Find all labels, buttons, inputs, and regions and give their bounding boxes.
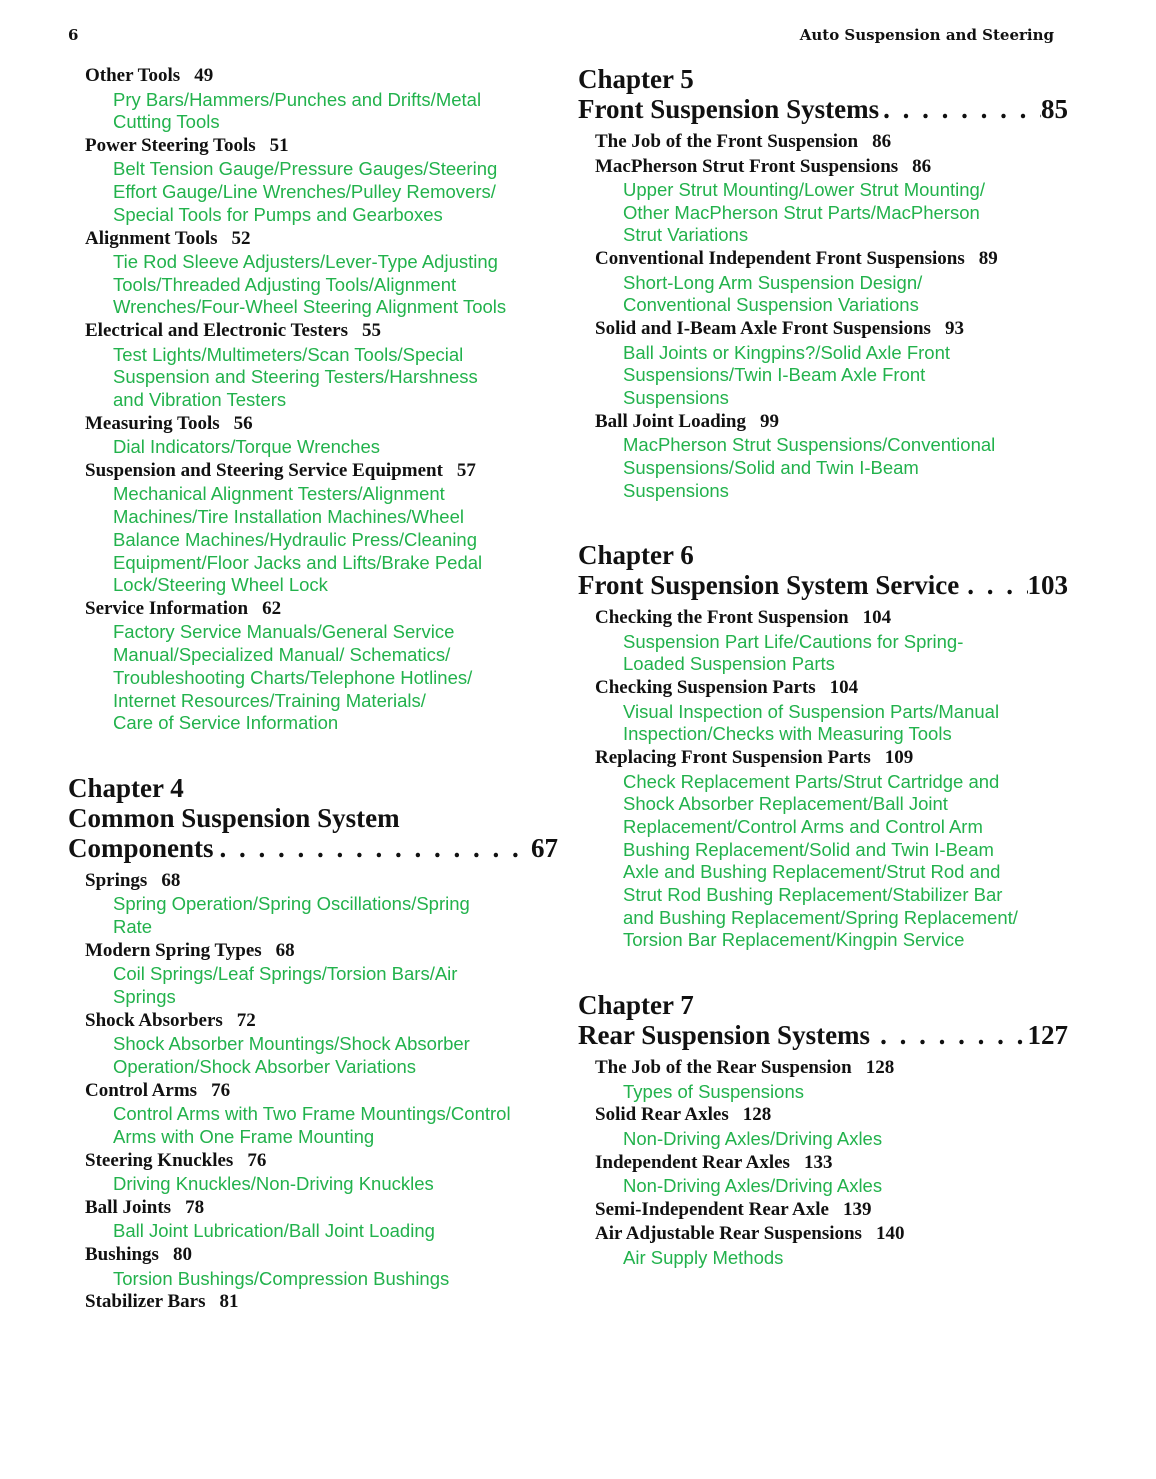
toc-subtopics-line: Coil Springs/Leaf Springs/Torsion Bars/Air — [113, 963, 458, 985]
toc-subtopics-line: Operation/Shock Absorber Variations — [113, 1055, 417, 1077]
page-number: 6 — [68, 26, 79, 44]
toc-subtopics-line: Tie Rod Sleeve Adjusters/Lever-Type Adjusting — [113, 251, 498, 273]
toc-entry — [85, 459, 558, 597]
toc-subtopics-line: Lock/Steering Wheel Lock — [113, 574, 328, 596]
toc-subtopics-line: Rate — [113, 916, 153, 938]
chapter-title: Front Suspension System Service — [578, 570, 960, 601]
toc-entry-page: 57 — [456, 459, 476, 481]
toc-entry-title: Suspension and Steering Service Equipment — [85, 459, 443, 481]
chapter-title-row — [578, 94, 1068, 124]
toc-subtopics-line: Belt Tension Gauge/Pressure Gauges/Steering — [113, 158, 498, 180]
toc-subtopics-line: Shock Absorber Replacement/Ball Joint — [623, 793, 948, 815]
chapter-7 — [578, 990, 1068, 1269]
toc-subtopics-line: Internet Resources/Training Materials/ — [113, 689, 426, 711]
toc-entry-page: 140 — [875, 1223, 905, 1245]
toc-entry-title: Conventional Independent Front Suspensions — [595, 248, 965, 270]
chapter-title-row — [578, 1020, 1068, 1050]
toc-entry-title: Ball Joint Loading — [595, 410, 746, 432]
toc-entry — [595, 247, 1068, 317]
toc-entry — [85, 319, 558, 412]
chapter-page: 127 — [1027, 1020, 1068, 1051]
chapter-page: 85 — [1041, 94, 1068, 124]
toc-entry-page: 99 — [760, 410, 779, 432]
toc-entry-heading — [595, 606, 1068, 631]
toc-entry-heading — [595, 410, 1068, 435]
toc-entry-page: 93 — [944, 318, 964, 340]
toc-entry — [85, 939, 558, 1009]
toc-subtopics-line: Loaded Suspension Parts — [623, 653, 835, 675]
toc-subtopics-line: Conventional Suspension Variations — [623, 294, 919, 316]
toc-entry-title: Solid and I-Beam Axle Front Suspensions — [595, 318, 931, 340]
toc-entry-page: 68 — [275, 939, 295, 961]
toc-entry-title: Service Information — [85, 597, 249, 619]
chapter-title: Common Suspension System — [68, 802, 400, 833]
toc-subtopics-line: Dial Indicators/Torque Wrenches — [113, 436, 381, 458]
toc-entry — [85, 227, 558, 320]
toc-entry — [85, 1149, 558, 1196]
toc-subtopics-line: Equipment/Floor Jacks and Lifts/Brake Pedal — [113, 551, 483, 573]
toc-subtopics-line: Torsion Bushings/Compression Bushings — [113, 1267, 450, 1289]
toc-subtopics-line: Air Supply Methods — [623, 1246, 784, 1268]
chapter-entries — [578, 1056, 1068, 1269]
toc-entry-title: Semi-Independent Rear Axle — [595, 1198, 829, 1220]
toc-entry-title: Modern Spring Types — [85, 939, 262, 961]
toc-entry-title: Steering Knuckles — [85, 1149, 234, 1171]
toc-subtopics-line: Suspensions/Twin I-Beam Axle Front — [623, 364, 926, 386]
toc-entry — [595, 1151, 1068, 1198]
toc-subtopics-line: Strut Variations — [623, 224, 749, 246]
toc-entry-page: 72 — [236, 1009, 256, 1031]
toc-entry-title: Bushings — [85, 1244, 159, 1265]
toc-entry — [85, 1243, 558, 1290]
toc-subtopics-line: Effort Gauge/Line Wrenches/Pulley Removers/ — [113, 181, 496, 203]
toc-subtopics-line: Factory Service Manuals/General Service — [113, 621, 455, 643]
toc-entry-page: 76 — [211, 1079, 231, 1101]
toc-entry-heading — [85, 1079, 558, 1104]
toc-entry-heading — [85, 1196, 558, 1221]
toc-entry-page: 104 — [829, 677, 859, 699]
toc-entry — [85, 64, 558, 134]
toc-entry-title: MacPherson Strut Front Suspensions — [595, 155, 899, 177]
chapter-label: Chapter 7 — [578, 990, 694, 1021]
toc-entry — [595, 1103, 1068, 1150]
toc-entry — [85, 1290, 558, 1315]
toc-entry — [85, 412, 558, 459]
chapter-page: 103 — [1027, 570, 1068, 601]
toc-entry-title: Control Arms — [85, 1079, 198, 1101]
toc-entry — [595, 1056, 1068, 1103]
right-column — [578, 64, 1068, 1269]
toc-subtopics-line: Special Tools for Pumps and Gearboxes — [113, 203, 443, 225]
toc-entry-title: Checking Suspension Parts — [595, 677, 816, 699]
chapter-label: Chapter 6 — [578, 540, 694, 571]
toc-subtopics-line: Tools/Threaded Adjusting Tools/Alignment — [113, 273, 457, 295]
toc-entry-heading — [85, 939, 558, 964]
toc-subtopics-line: Troubleshooting Charts/Telephone Hotlines/ — [113, 666, 473, 688]
toc-subtopics-line: Control Arms with Two Frame Mountings/Control — [113, 1103, 511, 1125]
toc-entry-page: 104 — [862, 607, 892, 629]
chapter-entries — [578, 606, 1068, 952]
toc-subtopics-line: Strut Rod Bushing Replacement/Stabilizer Bar — [623, 884, 1003, 906]
toc-entry-heading — [595, 676, 1068, 701]
toc-subtopics-line: Shock Absorber Mountings/Shock Absorber — [113, 1033, 470, 1055]
chapter-label: Chapter 5 — [578, 64, 694, 94]
toc-subtopics-line: Visual Inspection of Suspension Parts/Manual — [623, 700, 1000, 722]
toc-entry-page: 86 — [872, 131, 892, 152]
toc-entry-page: 81 — [219, 1291, 239, 1313]
chapter-4 — [68, 773, 558, 1315]
toc-entry — [595, 130, 1068, 155]
toc-subtopics-line: Cutting Tools — [113, 111, 220, 133]
toc-subtopics-line: Replacement/Control Arms and Control Arm — [623, 815, 983, 837]
toc-subtopics-line: Inspection/Checks with Measuring Tools — [623, 723, 952, 745]
toc-entry-title: Replacing Front Suspension Parts — [595, 747, 871, 769]
toc-entry-heading — [85, 459, 558, 484]
toc-subtopics-line: Care of Service Information — [113, 712, 339, 734]
toc-entry — [595, 1198, 1068, 1223]
toc-subtopics-line: and Bushing Replacement/Spring Replacement/ — [623, 906, 1018, 928]
toc-entry-title: Solid Rear Axles — [595, 1104, 729, 1126]
toc-entry-heading — [595, 1056, 1068, 1081]
toc-subtopics-line: Machines/Tire Installation Machines/Wheel — [113, 506, 464, 528]
toc-subtopics-line: Non-Driving Axles/Driving Axles — [623, 1127, 883, 1149]
chapter-title-row — [68, 833, 558, 863]
toc-entry-title: The Job of the Rear Suspension — [595, 1057, 852, 1079]
toc-entry-heading — [85, 1009, 558, 1034]
toc-entry-title: The Job of the Front Suspension — [595, 131, 859, 152]
toc-subtopics-line: Ball Joints or Kingpins?/Solid Axle Front — [623, 341, 951, 363]
toc-entry-heading — [595, 1222, 1068, 1247]
toc-subtopics-line: Non-Driving Axles/Driving Axles — [623, 1175, 883, 1197]
toc-entry-page: 139 — [842, 1198, 872, 1220]
toc-entry — [595, 410, 1068, 503]
chapter-title-row — [578, 570, 1068, 600]
chapter-title: Front Suspension Systems — [578, 94, 880, 124]
toc-entry-page: 55 — [361, 320, 381, 342]
toc-subtopics-line: Spring Operation/Spring Oscillations/Spring — [113, 893, 470, 915]
toc-entry — [595, 155, 1068, 248]
toc-entry-page: 51 — [269, 134, 289, 156]
toc-entry-page: 56 — [233, 412, 253, 434]
toc-entry — [595, 746, 1068, 952]
toc-entry-title: Measuring Tools — [85, 412, 220, 434]
chapter-entries — [68, 869, 558, 1315]
toc-subtopics-line: Torsion Bar Replacement/Kingpin Service — [623, 929, 965, 951]
toc-subtopics-line: Suspensions — [623, 386, 729, 408]
toc-entry-heading — [85, 319, 558, 344]
toc-entry-page: 76 — [247, 1149, 267, 1171]
toc-entry-title: Stabilizer Bars — [85, 1291, 206, 1313]
toc-entry-heading — [595, 317, 1068, 342]
toc-subtopics-line: Pry Bars/Hammers/Punches and Drifts/Metal — [113, 88, 482, 110]
toc-entry-heading — [85, 1149, 558, 1174]
toc-entry-page: 89 — [978, 248, 998, 270]
left-column — [68, 64, 558, 1315]
toc-entry-title: Shock Absorbers — [85, 1009, 223, 1031]
toc-entry-heading — [85, 134, 558, 159]
toc-entry-heading — [595, 247, 1068, 272]
toc-entry-heading — [85, 227, 558, 252]
toc-entry — [85, 1009, 558, 1079]
toc-entry-heading — [595, 1198, 1068, 1223]
toc-subtopics-line: Springs — [113, 986, 176, 1008]
toc-entry-page: 78 — [185, 1196, 205, 1218]
toc-subtopics-line: Types of Suspensions — [623, 1080, 804, 1102]
chapter-entries — [578, 130, 1068, 502]
chapter-title: Rear Suspension Systems — [578, 1020, 871, 1051]
toc-subtopics-line: Driving Knuckles/Non-Driving Knuckles — [113, 1173, 434, 1195]
chapter-6 — [578, 540, 1068, 952]
toc-entry-heading — [595, 746, 1068, 771]
toc-entry-page: 62 — [262, 597, 282, 619]
toc-entry-heading — [595, 130, 1068, 155]
toc-entry-page: 128 — [742, 1104, 772, 1126]
toc-entry — [85, 1196, 558, 1243]
toc-entry-title: Ball Joints — [85, 1196, 172, 1218]
toc-entry — [85, 597, 558, 735]
toc-subtopics-line: Mechanical Alignment Testers/Alignment — [113, 483, 445, 505]
toc-subtopics-line: Test Lights/Multimeters/Scan Tools/Special — [113, 343, 464, 365]
toc-subtopics-line: Arms with One Frame Mounting — [113, 1125, 375, 1147]
toc-entry-heading — [85, 1290, 558, 1315]
toc-entry-title: Checking the Front Suspension — [595, 607, 849, 629]
toc-entry-title: Other Tools — [85, 65, 181, 86]
toc-subtopics-line: Upper Strut Mounting/Lower Strut Mounting/ — [623, 179, 985, 200]
toc-entry-heading — [85, 1243, 558, 1268]
toc-entry-page: 49 — [194, 65, 214, 86]
toc-entry-heading — [595, 1151, 1068, 1176]
toc-entry-heading — [85, 64, 558, 89]
toc-entry-heading — [85, 869, 558, 894]
toc-entry — [595, 676, 1068, 746]
toc-subtopics-line: MacPherson Strut Suspensions/Conventional — [623, 434, 996, 456]
toc-entry — [85, 134, 558, 227]
chapter-label: Chapter 4 — [68, 772, 184, 803]
toc-entry-page: 109 — [884, 747, 914, 769]
toc-entry — [85, 1079, 558, 1149]
toc-subtopics-line: Wrenches/Four-Wheel Steering Alignment Tools — [113, 296, 507, 318]
chapter-title-cont: Components — [68, 832, 214, 863]
toc-entry-page: 128 — [865, 1057, 895, 1079]
toc-entry-page: 52 — [231, 227, 251, 249]
toc-entry-page: 68 — [161, 869, 181, 891]
toc-subtopics-line: Short-Long Arm Suspension Design/ — [623, 271, 923, 293]
toc-entry-title: Air Adjustable Rear Suspensions — [595, 1223, 862, 1245]
toc-entry-title: Alignment Tools — [85, 227, 218, 249]
toc-entry-page: 80 — [172, 1244, 192, 1265]
toc-subtopics-line: Bushing Replacement/Solid and Twin I-Beam — [623, 838, 994, 860]
toc-entry-heading — [595, 155, 1068, 180]
running-header-title: Auto Suspension and Steering — [799, 26, 1054, 44]
toc-entry — [85, 869, 558, 939]
toc-entry-title: Independent Rear Axles — [595, 1151, 790, 1173]
toc-entry-heading — [595, 1103, 1068, 1128]
toc-subtopics-line: Other MacPherson Strut Parts/MacPherson — [623, 201, 980, 223]
toc-subtopics-line: and Vibration Testers — [113, 389, 287, 411]
toc-entry — [595, 1222, 1068, 1269]
toc-entry — [595, 606, 1068, 676]
toc-entry-heading — [85, 412, 558, 437]
toc-entry-page: 133 — [803, 1151, 833, 1173]
toc-entry-title: Electrical and Electronic Testers — [85, 320, 348, 342]
toc-subtopics-line: Suspensions/Solid and Twin I-Beam — [623, 456, 919, 478]
toc-subtopics-line: Axle and Bushing Replacement/Strut Rod and — [623, 861, 1001, 883]
toc-subtopics-line: Suspension Part Life/Cautions for Spring- — [623, 630, 964, 652]
toc-entry-title: Power Steering Tools — [85, 134, 256, 156]
toc-subtopics-line: Manual/Specialized Manual/ Schematics/ — [113, 644, 451, 666]
chapter-page: 67 — [531, 832, 558, 863]
chapter-5 — [578, 64, 1068, 502]
tools-entries — [68, 64, 558, 735]
toc-entry-heading — [85, 597, 558, 622]
toc-subtopics-line: Ball Joint Lubrication/Ball Joint Loading — [113, 1220, 435, 1242]
toc-subtopics-line: Check Replacement Parts/Strut Cartridge and — [623, 770, 1000, 792]
toc-entry — [595, 317, 1068, 410]
toc-entry-page: 86 — [912, 155, 932, 177]
toc-entry-title: Springs — [85, 869, 148, 891]
toc-subtopics-line: Balance Machines/Hydraulic Press/Cleaning — [113, 528, 478, 550]
toc-subtopics-line: Suspensions — [623, 479, 729, 501]
toc-subtopics-line: Suspension and Steering Testers/Harshness — [113, 366, 478, 388]
